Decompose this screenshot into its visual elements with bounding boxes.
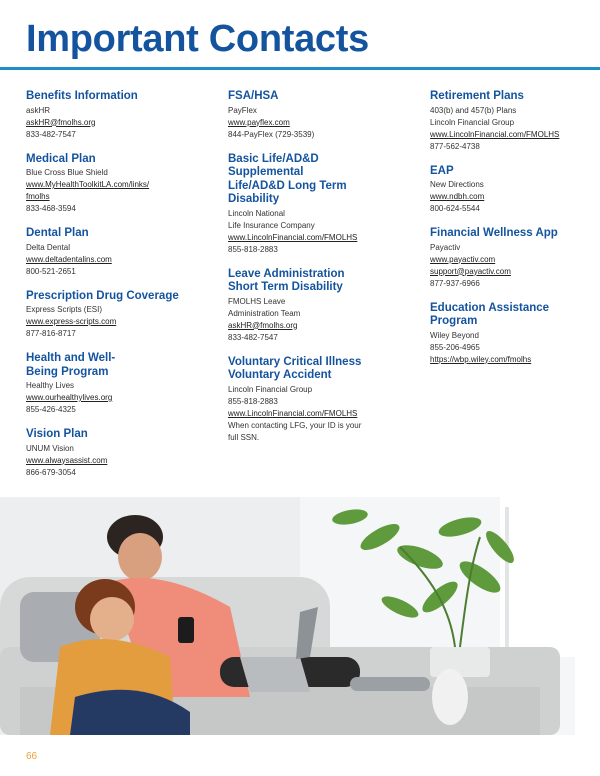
section-heading: Health and Well-Being Program [26, 352, 116, 378]
contact-text: Lincoln Financial Group [430, 117, 515, 127]
page-number: 66 [26, 751, 38, 762]
contact-section [228, 90, 418, 141]
contact-section [26, 352, 216, 416]
contact-link[interactable]: fmolhs [26, 192, 50, 201]
contact-section [430, 227, 595, 290]
contacts-column-1 [26, 90, 216, 491]
title-divider [0, 67, 600, 70]
contact-text: Payactiv [430, 242, 461, 252]
page-title: Important Contacts [26, 18, 369, 60]
contact-section [26, 153, 216, 216]
contact-link[interactable]: www.ourhealthylives.org [26, 393, 113, 402]
contact-section [26, 227, 216, 278]
contact-text: 833-468-3594 [26, 204, 76, 213]
section-heading: Voluntary Critical Illness Voluntary Accident [228, 355, 362, 381]
contact-link[interactable]: askHR@fmolhs.org [228, 320, 298, 330]
contact-text: PayFlex [228, 105, 257, 115]
contact-link[interactable]: www.payactiv.com [430, 254, 496, 264]
section-heading: Financial Wellness App [430, 227, 558, 239]
contact-text: 800-521-2651 [26, 266, 76, 276]
contact-text: Healthy Lives [26, 381, 75, 390]
contact-text: Express Scripts (ESI) [26, 305, 103, 314]
contact-link[interactable]: www.LincolnFinancial.com/FMOLHS [430, 129, 560, 139]
section-heading: Basic Life/AD&D Supplemental Life/AD&D Long Term Disability [228, 152, 347, 205]
contact-link[interactable]: https://wbp.wiley.com/fmolhs [430, 354, 532, 364]
section-heading: Leave Administration Short Term Disability [228, 267, 345, 293]
contact-link[interactable]: www.payflex.com [228, 117, 290, 127]
contact-text: 866-679-3054 [26, 467, 76, 477]
contact-text: Administration Team [228, 308, 301, 318]
contact-link[interactable]: askHR@fmolhs.org [26, 117, 96, 127]
contact-text: 855-818-2883 [228, 244, 278, 254]
contact-link[interactable]: www.LincolnFinancial.com/FMOLHS [228, 232, 358, 242]
contact-section [430, 302, 595, 366]
contact-text: full SSN. [228, 432, 260, 442]
contact-link[interactable]: support@payactiv.com [430, 266, 511, 276]
contacts-column-3 [430, 90, 595, 378]
contact-link[interactable]: www.ndbh.com [430, 192, 485, 201]
contact-text: 833-482-7547 [26, 129, 76, 139]
contact-text: Life Insurance Company [228, 220, 315, 230]
contact-link[interactable]: www.alwaysassist.com [26, 455, 108, 465]
section-heading: Retirement Plans [430, 90, 524, 102]
couple-on-couch-photo [0, 497, 575, 735]
contact-section [228, 153, 418, 256]
contact-text: UNUM Vision [26, 443, 74, 453]
contact-text: New Directions [430, 180, 484, 189]
contacts-column-2 [228, 90, 418, 456]
contact-text: Lincoln Financial Group [228, 384, 313, 394]
contact-text: 855-426-4325 [26, 405, 76, 414]
contact-link[interactable]: www.deltadentalins.com [26, 254, 112, 264]
contact-text: 855-206-4965 [430, 342, 480, 352]
contact-text: 800-624-5544 [430, 204, 480, 213]
contact-text: Delta Dental [26, 242, 71, 252]
section-heading: Vision Plan [26, 428, 88, 440]
contact-text: Wiley Beyond [430, 330, 479, 340]
contact-link[interactable]: www.express-scripts.com [26, 317, 117, 326]
contact-section [26, 290, 216, 341]
contact-text: askHR [26, 105, 51, 115]
contact-text: 833-482-7547 [228, 332, 278, 342]
contact-text: 877-816-8717 [26, 329, 76, 338]
section-heading: FSA/HSA [228, 90, 279, 102]
contact-text: 877-937-6966 [430, 278, 480, 288]
section-heading: Dental Plan [26, 227, 89, 239]
section-heading: EAP [430, 164, 454, 177]
contact-section [430, 90, 595, 153]
contact-text: FMOLHS Leave [228, 296, 286, 306]
contact-text: 877-562-4738 [430, 141, 480, 151]
section-heading: Medical Plan [26, 152, 96, 165]
section-heading: Benefits Information [26, 90, 138, 102]
contact-link[interactable]: www.MyHealthToolkitLA.com/links/ [26, 180, 150, 189]
contact-section [228, 268, 418, 344]
contact-text: Lincoln National [228, 208, 285, 218]
contact-text: When contacting LFG, your ID is your [228, 420, 362, 430]
section-heading: Education Assistance Program [430, 301, 550, 327]
contact-text: 855-818-2883 [228, 396, 278, 406]
contact-link[interactable]: www.LincolnFinancial.com/FMOLHS [228, 408, 358, 418]
contact-text: Blue Cross Blue Shield [26, 168, 108, 177]
contact-section [430, 165, 595, 216]
contact-section [26, 90, 216, 141]
contact-section [26, 428, 216, 479]
section-heading: Prescription Drug Coverage [26, 289, 179, 302]
contact-text: 844-PayFlex (729-3539) [228, 129, 315, 139]
contact-section [228, 356, 418, 444]
contact-text: 403(b) and 457(b) Plans [430, 105, 517, 115]
